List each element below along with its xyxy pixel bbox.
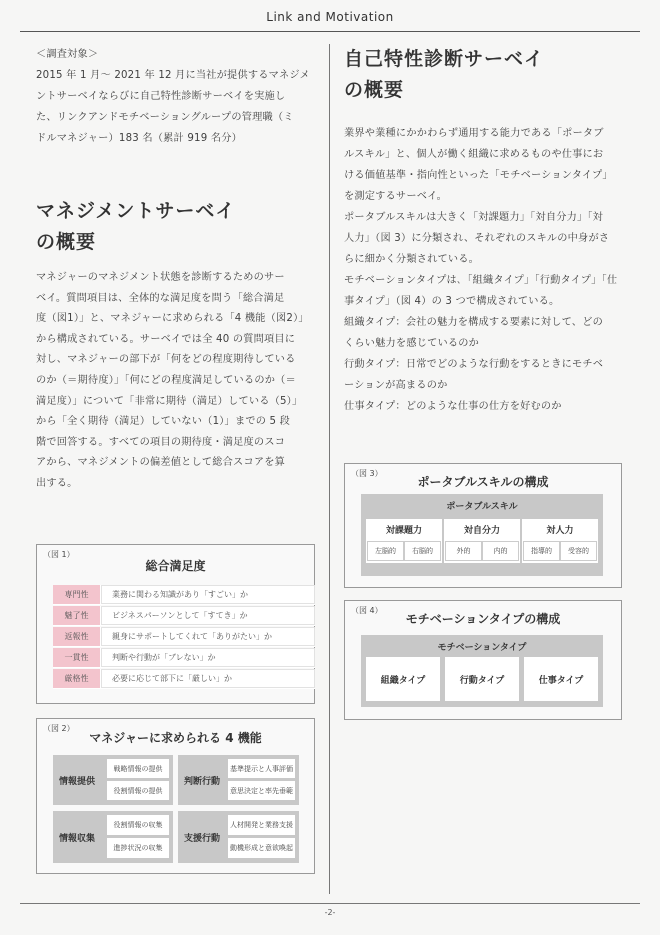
skill-sub: 内的 [482, 541, 519, 561]
body-line: 度（図1）」と、マネジャーに求められる「4 機能（図2）」 [36, 313, 309, 325]
self-assessment-body [344, 123, 628, 417]
figure-4 [344, 600, 622, 720]
skill-group-name: 対人力 [546, 526, 574, 536]
page-header: Link and Motivation [266, 10, 394, 24]
function-cell [53, 755, 173, 805]
body-line: 行動タイプ：日常でどのような行動をするときにモチベ [344, 359, 604, 370]
body-line: マネジャーのマネジメント状態を診断するためのサー [36, 272, 285, 283]
skill-group-name: 対課題力 [385, 526, 422, 536]
body-line: くらい魅力を感じているのか [344, 338, 480, 349]
function-head: 情報提供 [59, 777, 96, 787]
survey-target-line: 2015 年 1 月〜 2021 年 12 月に当社が提供するマネジメ [36, 70, 310, 81]
heading-line: マネジメントサーベイ [36, 200, 236, 222]
row-value: 判断や行動が「ブレない」か [101, 648, 315, 667]
heading-line: の概要 [36, 231, 97, 253]
function-head: 支援行動 [184, 834, 221, 844]
body-line: 仕事タイプ：どのような仕事の仕方を好むのか [344, 401, 562, 412]
survey-target-line: ドルマネジャー）183 名（累計 919 名分） [36, 133, 243, 144]
skill-sub: 指導的 [523, 541, 560, 561]
portable-skill-box [361, 494, 603, 576]
figure-title: ポータブルスキルの構成 [417, 475, 549, 489]
function-item: 人材開発と業務支援 [228, 815, 295, 835]
body-line: らに細かく分類されている。 [344, 254, 480, 265]
figure-title: 総合満足度 [145, 559, 206, 573]
heading-line: の概要 [344, 79, 405, 101]
row-key: 返報性 [53, 627, 101, 646]
function-item: 役割情報の提供 [107, 781, 169, 800]
function-item: 動機形成と意欲喚起 [228, 838, 295, 858]
figure-label: （図 4） [351, 606, 383, 615]
body-line: を測定するサーベイ。 [344, 191, 447, 202]
body-line: アから、マネジメントの偏差値として総合スコアを算 [36, 457, 285, 469]
skill-group [522, 519, 598, 563]
management-survey-body [36, 268, 316, 495]
table-row [53, 627, 315, 647]
body-line: 対し、マネジャーの部下が「何をどの程度期待している [36, 354, 296, 366]
function-item: 意思決定と率先垂範 [228, 781, 295, 800]
figure-label: （図 1） [43, 550, 75, 559]
function-cell [178, 755, 299, 805]
skill-sub: 左脳的 [367, 541, 404, 561]
column-divider [329, 44, 330, 894]
motivation-type: 仕事タイプ [524, 657, 598, 701]
body-line: 人力」（図 3）に分類され、それぞれのスキルの中身がさ [344, 233, 610, 244]
row-key: 厳格性 [53, 669, 101, 688]
figure-title: マネジャーに求められる 4 機能 [89, 731, 262, 745]
function-item: 基準提示と人事評価 [228, 759, 295, 778]
row-key: 魅了性 [53, 606, 101, 625]
survey-target-label: ＜調査対象＞ [36, 49, 99, 60]
survey-target [36, 44, 316, 149]
body-line: 事タイプ」（図 4）の 3 つで構成されている。 [344, 296, 560, 307]
table-row [53, 669, 315, 689]
body-line: から構成されている。サーベイでは全 40 の質問項目に [36, 333, 296, 345]
row-value: 親身にサポートしてくれて「ありがたい」か [101, 627, 315, 646]
body-line: 業界や業種にかかわらず通用する能力である「ポータブ [344, 128, 604, 139]
skill-sub: 外的 [445, 541, 482, 561]
skill-group-name: 対自分力 [463, 526, 500, 536]
figure-2 [36, 718, 315, 874]
function-cell [178, 811, 299, 863]
body-line: ベイ。質問項目は、全体的な満足度を問う「総合満足 [36, 292, 285, 304]
row-key: 専門性 [53, 585, 101, 604]
body-line: のか（＝期待度）」「何にどの程度満足しているのか（＝ [36, 374, 296, 386]
function-head: 判断行動 [184, 777, 221, 787]
body-line: ポータブルスキルは大きく「対課題力」「対自分力」「対 [344, 212, 604, 223]
motivation-type: 組織タイプ [366, 657, 440, 701]
motivation-type: 行動タイプ [445, 657, 519, 701]
body-line: ける価値基準・指向性といった「モチベーションタイプ」 [344, 170, 613, 181]
figure-label: （図 2） [43, 724, 75, 733]
skill-sub: 受容的 [560, 541, 597, 561]
table-row [53, 648, 315, 668]
skill-sub: 右脳的 [404, 541, 441, 561]
self-assessment-heading [344, 44, 628, 106]
figure-3 [344, 463, 622, 588]
body-line: ルスキル」と、個人が働く組織に求めるものや仕事にお [344, 149, 604, 160]
page-number: -2- [324, 908, 336, 917]
row-key: 一貫性 [53, 648, 101, 667]
motivation-type-box [361, 635, 603, 707]
survey-target-line: ントサーベイならびに自己特性診断サーベイを実施し [36, 91, 286, 102]
body-line: 組織タイプ：会社の魅力を構成する要素に対して、どの [344, 317, 603, 328]
function-item: 役割情報の収集 [107, 815, 169, 835]
function-head: 情報収集 [59, 834, 96, 844]
table-row [53, 606, 315, 626]
row-value: ビジネスパーソンとして「すてき」か [101, 606, 315, 625]
function-item: 戦略情報の提供 [107, 759, 169, 778]
skill-group [444, 519, 520, 563]
row-value: 業務に関わる知識があり「すごい」か [101, 585, 315, 604]
row-value: 必要に応じて部下に「厳しい」か [101, 669, 315, 688]
body-line: 階で回答する。すべての項目の期待度・満足度のスコ [36, 436, 286, 448]
footer-rule [20, 903, 640, 904]
survey-target-line: た、リンクアンドモチベーショングループの管理職（ミ [36, 112, 294, 123]
figure-label: （図 3） [351, 469, 383, 478]
body-line: 出する。 [36, 477, 78, 489]
figure-title: モチベーションタイプの構成 [405, 612, 561, 626]
motivation-type-title: モチベーションタイプ [437, 643, 527, 653]
body-line: モチベーションタイプは､「組織タイプ」「行動タイプ」「仕 [344, 275, 618, 286]
header-rule [20, 31, 640, 32]
figure-1 [36, 544, 315, 704]
body-line: 満足度）」について「非常に期待（満足）している（5）」 [36, 395, 303, 407]
management-survey-heading [36, 196, 316, 258]
heading-line: 自己特性診断サーベイ [344, 48, 545, 70]
body-line: から「全く期待（満足）していない（1）」までの 5 段 [36, 416, 291, 428]
skill-group [366, 519, 442, 563]
body-line: ーションが高まるのか [344, 380, 448, 391]
function-cell [53, 811, 173, 863]
function-item: 進捗状況の収集 [107, 838, 169, 858]
portable-skill-title: ポータブルスキル [446, 502, 518, 512]
table-row [53, 585, 315, 605]
